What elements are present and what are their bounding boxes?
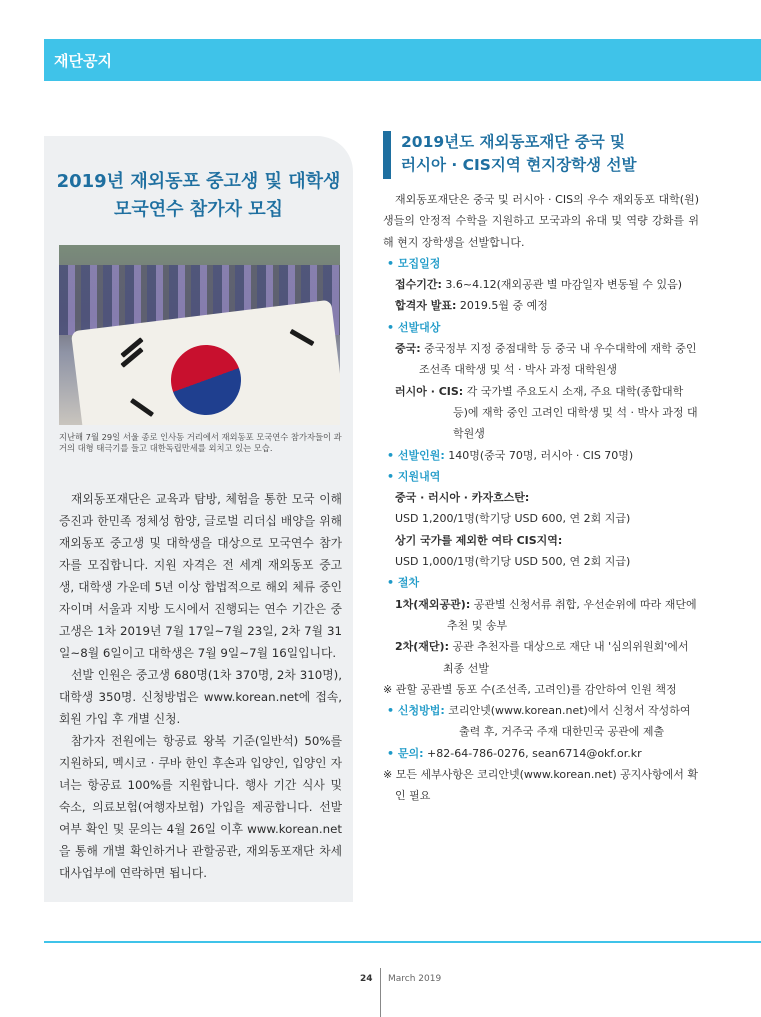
left-article-panel bbox=[44, 136, 353, 902]
apply-line bbox=[387, 700, 699, 743]
schedule-line bbox=[395, 274, 699, 295]
count-line bbox=[387, 445, 699, 466]
contact-label: • 문의: bbox=[387, 746, 424, 760]
issue-date: March 2019 bbox=[388, 974, 442, 984]
body-paragraph: 참가자 전원에는 항공료 왕복 기준(일반석) 50%를 지원하되, 멕시코 · 쿠바 한인 후손과 입양인, 입양인 자녀는 항공료 100%를 지원합니다. 행사 기간 식사 및 숙소, 의료보험(여행자보험) 가입을 제공합니다. 선발 여부 확인 및 문의는 4월 26일 이후 www.korean.net을 통해 개별 확인하거나 관할공관, 재외동포재단 차세대사업부에 연락하면 됩니다. bbox=[59, 734, 342, 880]
page-number: 24 bbox=[360, 974, 373, 984]
procedure-step-2 bbox=[395, 636, 699, 679]
right-article-body bbox=[383, 189, 699, 807]
proc2-label: 2차(재단): bbox=[395, 640, 449, 654]
china-value: 중국정부 지정 중점대학 등 중국 내 우수대학에 재학 중인 조선족 대학생 및 석 · 박사 과정 대학원생 bbox=[419, 342, 697, 377]
contact-value: +82-64-786-0276, sean6714@okf.or.kr bbox=[423, 746, 642, 760]
section-banner bbox=[44, 39, 761, 81]
count-value: 140명(중국 70명, 러시아 · CIS 70명) bbox=[444, 448, 634, 462]
right-title-line-1: 2019년도 재외동포재단 중국 및 bbox=[401, 133, 626, 151]
flag-parade-photo bbox=[59, 245, 340, 425]
schedule-label: 접수기간: bbox=[395, 278, 442, 292]
body-paragraph: 선발 인원은 중고생 680명(1차 370명, 2차 310명), 대학생 350명. 신청방법은 www.korean.net에 접속, 회원 가입 후 개별 신청. bbox=[59, 668, 342, 726]
russia-target-line bbox=[395, 381, 699, 445]
right-article-title bbox=[401, 131, 636, 177]
support-a-label: 중국 · 러시아 · 카자흐스탄: bbox=[395, 491, 530, 505]
left-title-line-1: 2019년 재외동포 중고생 및 대학생 bbox=[56, 171, 341, 192]
photo-caption: 지난해 7월 29일 서울 종로 인사동 거리에서 재외동포 모국연수 참가자들이 과거의 대형 태극기를 들고 대한독립만세를 외치고 있는 모습. bbox=[59, 432, 342, 453]
proc1-value: 공관별 신청서류 취합, 우선순위에 따라 재단에 추천 및 송부 bbox=[447, 597, 697, 632]
russia-label: 러시아 · CIS: bbox=[395, 384, 464, 398]
left-title-line-2: 모국연수 참가자 모집 bbox=[113, 199, 284, 220]
support-b-label: 상기 국가를 제외한 여타 CIS지역: bbox=[395, 533, 563, 547]
left-article-body bbox=[59, 488, 342, 884]
proc1-label: 1차(재외공관): bbox=[395, 597, 471, 611]
note-details: ※ 모든 세부사항은 코리안넷(www.korean.net) 공지사항에서 확인 필요 bbox=[383, 768, 699, 803]
note-allocation: ※ 관할 공관별 동포 수(조선족, 고려인)를 감안하여 인원 책정 bbox=[383, 682, 677, 696]
support-b-value: USD 1,000/1명(학기당 USD 500, 연 2회 지급) bbox=[395, 555, 631, 569]
section-heading-support: • 지원내역 bbox=[387, 469, 441, 483]
footer-separator bbox=[380, 968, 381, 1017]
apply-value: 코리안넷(www.korean.net)에서 신청서 작성하여 출력 후, 거주국 주재 대한민국 공관에 제출 bbox=[444, 704, 691, 739]
announce-label: 합격자 발표: bbox=[395, 299, 457, 313]
announce-line bbox=[395, 295, 699, 316]
proc2-value: 공관 추천자를 대상으로 재단 내 '심의위원회'에서 최종 선발 bbox=[443, 640, 689, 675]
apply-label: • 신청방법: bbox=[387, 704, 445, 718]
schedule-value: 3.6~4.12(재외공관 별 마감일자 변동될 수 있음) bbox=[441, 278, 683, 292]
left-article-title bbox=[44, 168, 353, 224]
right-title-line-2: 러시아 · CIS지역 현지장학생 선발 bbox=[401, 156, 637, 174]
title-accent-bar bbox=[383, 131, 391, 179]
intro-paragraph: 재외동포재단은 중국 및 러시아 · CIS의 우수 재외동포 대학(원)생들의 안정적 수학을 지원하고 모국과의 유대 및 역량 강화를 위해 현지 장학생을 선발합니다. bbox=[383, 193, 699, 249]
contact-line bbox=[387, 743, 699, 764]
support-a-value: USD 1,200/1명(학기당 USD 600, 연 2회 지급) bbox=[395, 512, 631, 526]
footer-rule bbox=[44, 941, 761, 943]
section-heading-procedure: • 절차 bbox=[387, 576, 420, 590]
procedure-step-1 bbox=[395, 594, 699, 637]
announce-value: 2019.5월 중 예정 bbox=[456, 299, 548, 313]
russia-value: 각 국가별 주요도시 소재, 주요 대학(종합대학 등)에 재학 중인 고려인 대학생 및 석 · 박사 과정 대학원생 bbox=[453, 384, 698, 441]
count-label: • 선발인원: bbox=[387, 448, 445, 462]
section-heading-schedule: • 모집일정 bbox=[387, 256, 441, 270]
section-label: 재단공지 bbox=[54, 52, 112, 70]
china-target-line bbox=[395, 338, 699, 381]
china-label: 중국: bbox=[395, 342, 421, 356]
section-heading-target: • 선발대상 bbox=[387, 320, 441, 334]
body-paragraph: 재외동포재단은 교육과 탐방, 체험을 통한 모국 이해 증진과 한민족 정체성 함양, 글로벌 리더십 배양을 위해 재외동포 중고생 및 대학생을 대상으로 모국연수 참가자를 모집합니다. 지원 자격은 전 세계 재외동포 중고생, 대학생 가운데 5년 이상 합법적으로 해외 체류 중인 자이며 서울과 지방 도시에서 진행되는 연수 기간은 중고생은 1차 2019년 7월 17일~7월 23일, 2차 7월 31일~8월 6일이고 대학생은 7월 9일~7월 16일입니다. bbox=[59, 492, 342, 660]
